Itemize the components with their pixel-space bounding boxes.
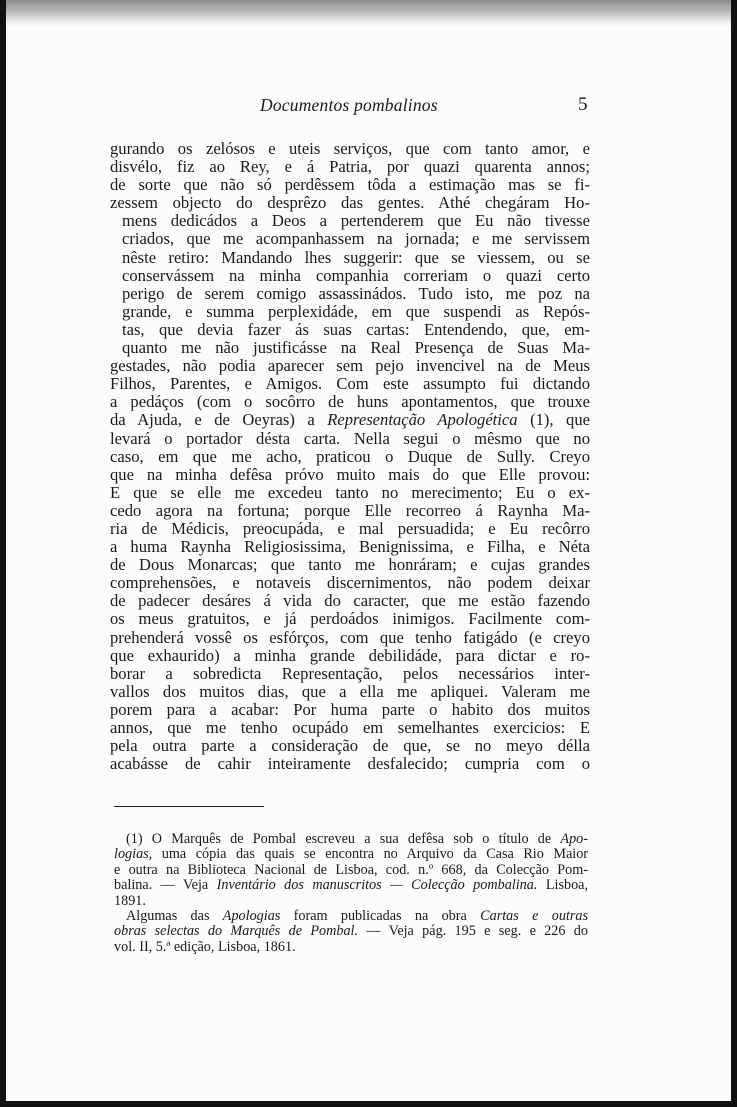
page-number: 5 [578,94,588,115]
italic-segment: Cartas e outras [480,907,588,924]
text-segment: balina. — Veja [114,877,209,894]
text-segment: (1), que [530,410,590,430]
footnotes [114,832,588,955]
text-line: vallos dos muitos dias, que a ella me apliquei. Valeram me [110,681,590,701]
text-line: borar a sobredicta Representação, pelos necessários inter- [110,663,590,683]
text-line: ria de Médicis, preocupáda, e mal persuadida; e Eu recôrro [110,518,590,538]
text-line: gurando os zelósos e uteis serviços, que com tanto amor, e [110,139,590,158]
italic-title: Representação Apologética [327,410,518,430]
text-line: perigo de serem comigo assassinádos. Tudo isto, me poz na [122,283,590,303]
footnote-line [114,909,588,924]
footnote-marker: (1) [126,831,143,847]
italic-segment: obras selectas do Marquês de Pombal. [114,923,359,940]
text-line: acabásse de cahir inteiramente desfalecido; cumpria com o [110,754,590,774]
text-line: E que se elle me excedeu tanto no merecimento; Eu o ex- [110,482,590,502]
text-segment: O Marquês de Pombal escreveu a sua defêsa sob o título de [151,831,552,847]
text-line: a huma Raynha Religiosissima, Benignissima, e Filha, e Néta [110,537,590,557]
footnote-divider [114,806,264,807]
footnote-line: e outra na Biblioteca Nacional de Lisboa, cod. n.º 668, da Colecção Pom- [114,861,588,878]
scan-shadow [6,0,731,26]
text-line: conservássem na minha companhia correriam o quazi certo [122,265,590,285]
text-line: a pedáços (com o socôrro de huns apontamentos, que trouxe [110,392,590,412]
italic-segment: logias, [114,846,153,863]
italic-segment: Inventário dos manuscritos — Colecção pombalina. [216,877,538,894]
text-line-with-italic [110,411,590,429]
text-line: porem para a acabar: Por huma parte o habito dos muitos [110,699,590,719]
text-segment: Algumas das [126,907,210,924]
footnote-line [114,924,588,939]
text-line: levará o portador désta carta. Nella segui o mêsmo que no [110,428,590,448]
footnote-line [114,878,588,893]
text-line: mens dedicádos a Deos a pertenderem que Eu não tivesse [122,211,590,231]
text-line: gestades, não podia aparecer sem pejo invencivel na de Meus [110,356,590,376]
text-line: zessem objecto do desprêzo das gentes. Athé chegáram Ho- [110,193,590,213]
text-line: de Dous Monarcas; que tanto me honráram; e cujas grandes [110,555,590,575]
text-segment: foram publicadas na obra [293,907,467,924]
text-line: prehenderá vossê os esfórços, com que tenho fatigádo (e creyo [110,627,590,647]
text-line: de sorte que não só perdêssem tôda a estimação mas se fi- [110,175,590,195]
body-text [110,140,590,773]
footnote-line [114,847,588,862]
italic-segment: Apologias [222,907,281,924]
text-line: cedo agora na fortuna; porque Elle recorreo á Raynha Ma- [110,500,590,520]
text-line: de padecer desáres á vida do caracter, que me estão fazendo [110,591,590,611]
footnote-line: vol. II, 5.ª edição, Lisboa, 1861. [114,938,296,955]
text-line: os meus gratuitos, e já perdoádos inimigos. Facilmente com- [110,609,590,629]
text-segment: da Ajuda, e de Oeyras) a [110,410,315,430]
text-line: disvélo, fiz ao Rey, e á Patria, por quazi quarenta annos; [110,157,590,177]
footnote-line: 1891. [114,892,146,909]
footnote-line [114,832,588,847]
text-line: quanto me não justificásse na Real Presença de Suas Ma- [122,338,590,358]
text-segment: — Veja pág. 195 e seg. e 226 do [366,923,588,940]
text-line: pela outra parte a consideração de que, se no meyo délla [110,736,590,756]
text-line: tas, que devia fazer ás suas cartas: Entendendo, que, em- [122,319,590,339]
text-line: caso, em que me acho, praticou o Duque de Sully. Creyo [110,446,590,466]
text-line: criados, que me acompanhassem na jornada; e me servissem [122,229,590,249]
text-segment: uma cópia das quais se encontra no Arquivo da Casa Rio Maior [161,846,589,863]
running-title: Documentos pombalinos [260,95,438,115]
text-line: que na minha defêsa próvo muito mais do que Elle provou: [110,464,590,484]
italic-segment: Apo- [560,831,589,847]
text-line: que exhaurido) a minha grande debilidáde, para dictar e ro- [110,645,590,665]
text-segment: Lisboa, [545,877,589,894]
text-line: nêste retiro: Mandando lhes suggerir: que se viessem, ou se [122,247,590,267]
text-line: annos, que me tenho ocupádo em semelhantes exercicios: E [110,718,590,737]
text-line: Filhos, Parentes, e Amigos. Com este assumpto fui dictando [110,374,590,394]
text-line: comprehensões, e notaveis discernimentos, não podem deixar [110,573,590,593]
text-line: grande, e summa perplexidáde, em que suspendi as Repós- [122,301,590,321]
